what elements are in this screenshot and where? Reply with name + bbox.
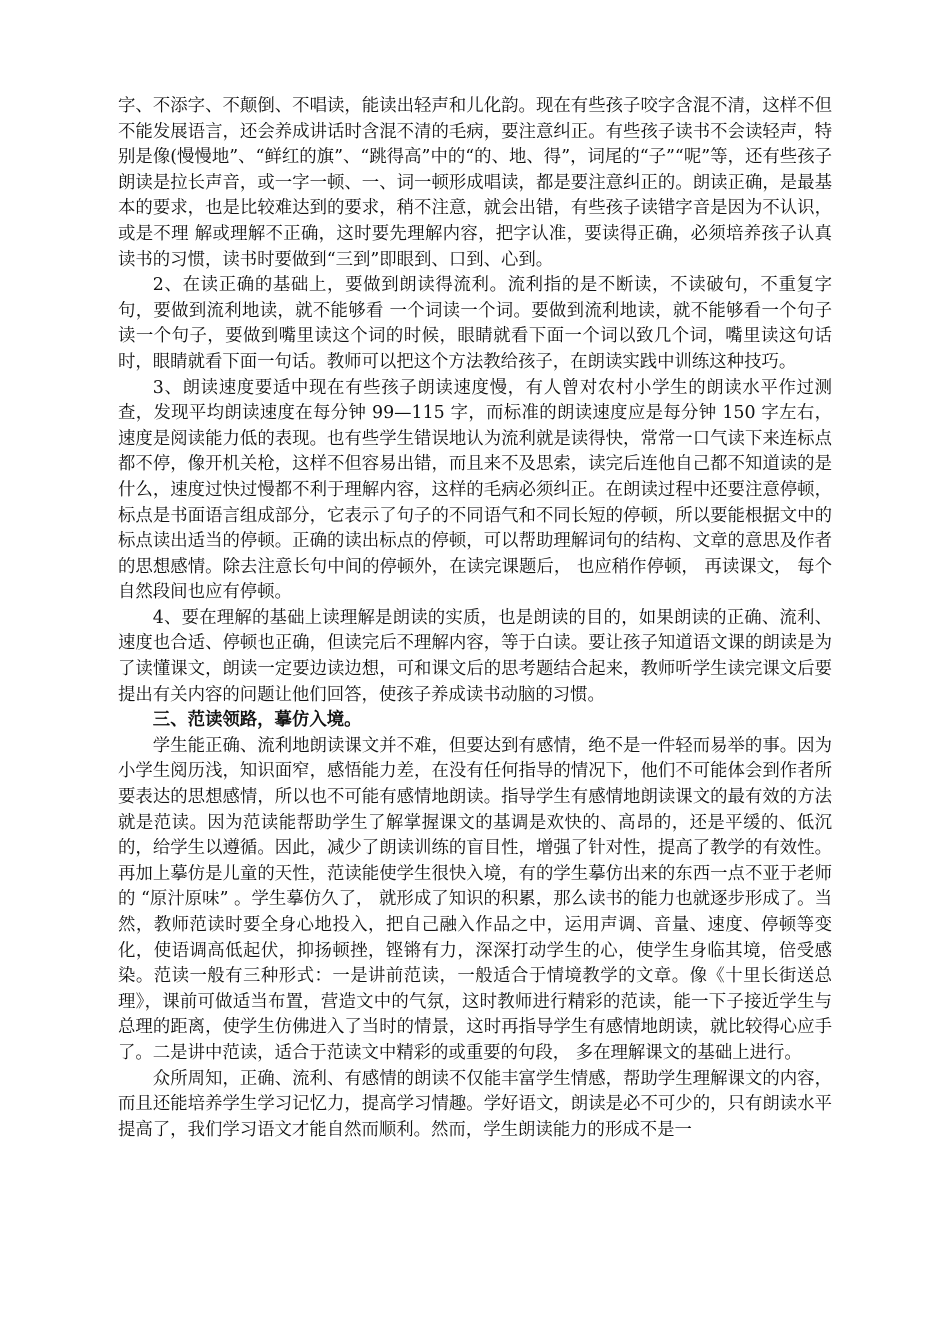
paragraph-continuation: 字、不添字、不颠倒、不唱读，能读出轻声和儿化韵。现在有些孩子咬字含混不清，这样不但不能发展语言，还会养成讲话时含混不清的毛病，要注意纠正。有些孩子读书不会读轻声，特别是像(慢慢地”、“鲜红的旗”、“跳得高”中的“的、地、得”，词尾的“子”“呢”等，还有些孩子朗读是拉长声音，或一字一顿、一、词一顿形成唱读，都是要注意纠正的。朗读正确，是最基本的要求，也是比较难达到的要求，稍不注意，就会出错，有些孩子读错字音是因为不认识，或是不理 解或理解不正确，这时要先理解内容，把字认准，要读得正确，必须培养孩子认真读书的习惯，读书时要做到“三到”即眼到、口到、心到。 [118,96,832,270]
paragraph-understanding: 4、要在理解的基础上读理解是朗读的实质，也是朗读的目的，如果朗读的正确、流利、速度也合适、停顿也正确，但读完后不理解内容，等于白读。要让孩子知道语文课的朗读是为了读懂课文，朗读一定要边读边想，可和课文后的思考题结合起来，教师听学生读完课文后要提出有关内容的问题让他们回答，使孩子养成读书动脑的习惯。 [118,607,832,705]
paragraph-conclusion: 众所周知，正确、流利、有感情的朗读不仅能丰富学生情感，帮助学生理解课文的内容，而且还能培养学生学习记忆力，提高学习情趣。学好语文，朗读是必不可少的，只有朗读水平提高了，我们学习语文才能自然而顺利。然而，学生朗读能力的形成不是一 [118,1068,832,1140]
section-heading: 三、范读领路，摹仿入境。 [152,710,362,731]
paragraph-model-reading: 学生能正确、流利地朗读课文并不难，但要达到有感情，绝不是一件轻而易举的事。因为小学生阅历浅，知识面窄，感悟能力差，在没有任何指导的情况下，他们不可能体会到作者所要表达的思想感情，所以也不可能有感情地朗读。指导学生有感情地朗读课文的最有效的方法就是范读。因为范读能帮助学生了解掌握课文的基调是欢快的、高昂的，还是平缓的、低沉的，给学生以遵循。因此，减少了朗读训练的盲目性，增强了针对性，提高了教学的有效性。再加上摹仿是儿童的天性，范读能使学生很快入境，有的学生摹仿出来的东西一点不亚于老师 的 “原汁原味” 。学生摹仿久了， 就形成了知识的积累，那么读书的能力也就逐步形成了。当然，教师范读时要全身心地投入，把自己融入作品之中，运用声调、音量、速度、停顿等变化，使语调高低起伏，抑扬顿挫，铿锵有力，深深打动学生的心，使学生身临其境，倍受感染。范读一般有三种形式：一是讲前范读，一般适合于情境教学的文章。像《十里长街送总理》，课前可做适当布置，营造文中的气氛，这时教师进行精彩的范读，能一下子接近学生与总理的距离，使学生仿佛进入了当时的情景，这时再指导学生有感情地朗读，就比较得心应手了。二是讲中范读，适合于范读文中精彩的或重要的句段， 多在理解课文的基础上进行。 [118,735,832,1063]
paragraph-speed: 3、朗读速度要适中现在有些孩子朗读速度慢，有人曾对农村小学生的朗读水平作过测查，发现平均朗读速度在每分钟 99—115 字，而标准的朗读速度应是每分钟 150 字左右，速度是阅读能力低的表现。也有些学生错误地认为流利就是读得快，常常一口气读下来连标点都不停，像开机关枪，这样不但容易出错，而且来不及思索，读完后连他自己都不知道读的是什么，速度过快过慢都不利于理解内容，这样的毛病必须纠正。在朗读过程中还要注意停顿，标点是书面语言组成部分，它表示了句子的不同语气和不同长短的停顿，所以要能根据文中的标点读出适当的停顿。正确的读出标点的停顿，可以帮助理解词句的结构、文章的意思及作者的思想感情。除去注意长句中间的停顿外，在读完课题后， 也应稍作停顿， 再读课文， 每个自然段间也应有停顿。 [118,377,832,603]
paragraph-fluency: 2、在读正确的基础上，要做到朗读得流利。流利指的是不断读，不读破句，不重复字句，要做到流利地读，就不能够看 一个词读一个词。要做到流利地读，就不能够看一个句子读一个句子，要做到嘴里读这个词的时候，眼睛就看下面一个词以致几个词，嘴里读这句话时，眼睛就看下面一句话。教师可以把这个方法教给孩子，在朗读实践中训练这种技巧。 [118,275,832,372]
